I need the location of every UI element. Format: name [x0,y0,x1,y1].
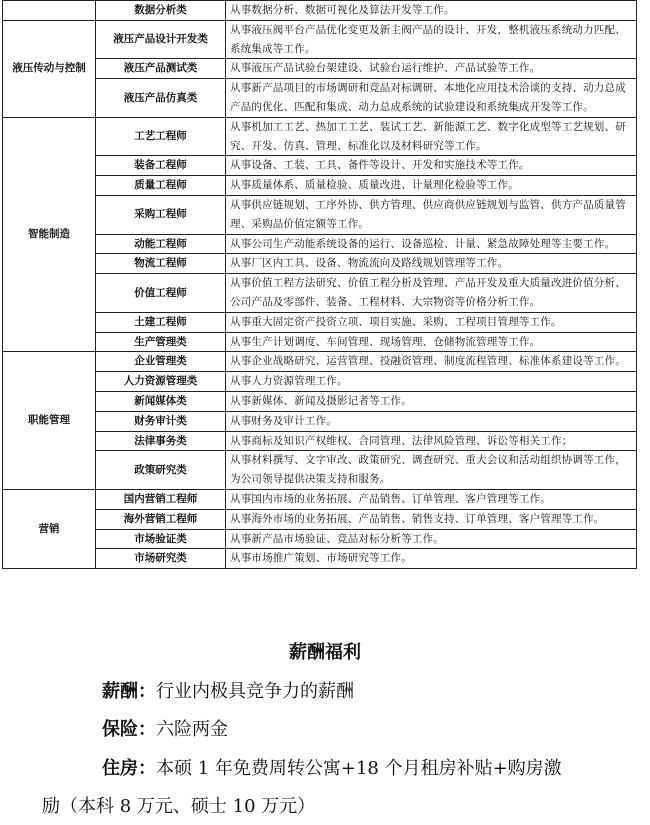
role-cell: 工艺工程师 [96,117,226,156]
description-cell: 从事新媒体、新闻及摄影记者等工作。 [226,391,637,411]
category-cell: 营销 [3,489,96,568]
role-cell: 液压产品测试类 [96,59,226,79]
table-row [3,274,637,313]
table-row [3,59,637,79]
description-cell: 从事新产品项目的市场调研和竞品对标调研、本地化应用技术洽谈的支持、动力总成产品的优化、匹配和集成、动力总成系统的试验建设和系统集成开发等工作。 [226,79,637,118]
role-cell: 液压产品仿真类 [96,79,226,118]
role-cell: 企业管理类 [96,352,226,372]
table-row [3,391,637,411]
table-row [3,431,637,451]
housing-line [102,754,562,780]
housing-line-2 [42,792,315,818]
role-cell: 物流工程师 [96,254,226,274]
job-table [2,0,637,569]
category-cell [3,1,96,21]
role-cell: 市场验证类 [96,529,226,549]
description-cell: 从事公司生产动能系统设备的运行、设备巡检、计量、紧急故障处理等主要工作。 [226,234,637,254]
description-cell: 从事供应链规划、工序外协、供方管理、供应商供应链规划与监管、供方产品质量管理、采购品价值定额等工作。 [226,195,637,234]
description-cell: 从事机加工工艺、热加工工艺、装试工艺、新能源工艺、数字化成型等工艺规划、研究、开发、仿真、管理、标准化以及材料研究等工作。 [226,117,637,156]
role-cell: 法律事务类 [96,431,226,451]
table-row [3,234,637,254]
salary-text: 行业内极具竞争力的薪酬 [156,681,354,702]
housing-text-1: 本硕 1 年免费周转公寓+18 个月租房补贴+购房激 [156,758,562,779]
role-cell: 海外营销工程师 [96,509,226,529]
description-cell: 从事市场推广策划、市场研究等工作。 [226,549,637,569]
table-row [3,529,637,549]
description-cell: 从事国内市场的业务拓展、产品销售、订单管理、客户管理等工作。 [226,489,637,509]
role-cell: 质量工程师 [96,176,226,196]
description-cell: 从事材料撰写、文字审改、政策研究、调查研究、重大会议和活动组织协调等工作，为公司领导提供决策支持和服务。 [226,451,637,490]
category-cell: 职能管理 [3,352,96,490]
table-row [3,451,637,490]
table-row [3,195,637,234]
role-cell: 土建工程师 [96,312,226,332]
description-cell: 从事液压阀平台产品优化变更及新主阀产品的设计、开发，整机液压系统动力匹配、系统集成等工作。 [226,20,637,59]
table-row [3,79,637,118]
table-row [3,254,637,274]
category-cell: 液压传动与控制 [3,20,96,117]
role-cell: 国内营销工程师 [96,489,226,509]
table-row [3,156,637,176]
table-row [3,509,637,529]
insurance-line [102,715,228,741]
role-cell: 数据分析类 [96,1,226,21]
description-cell: 从事人力资源管理工作。 [226,372,637,392]
role-cell: 市场研究类 [96,549,226,569]
table-row [3,411,637,431]
description-cell: 从事海外市场的业务拓展、产品销售、销售支持、订单管理、客户管理等工作。 [226,509,637,529]
role-cell: 政策研究类 [96,451,226,490]
description-cell: 从事商标及知识产权维权、合同管理、法律风险管理、诉讼等相关工作； [226,431,637,451]
table-row [3,176,637,196]
table-row [3,1,637,21]
housing-text-2: 励（本科 8 万元、硕士 10 万元） [42,796,316,817]
description-cell: 从事新产品市场验证、竞品对标分析等工作。 [226,529,637,549]
salary-line [102,677,354,703]
category-cell: 智能制造 [3,117,96,352]
insurance-label: 保险： [102,719,156,740]
table-row [3,489,637,509]
table-row [3,352,637,372]
table-row [3,549,637,569]
description-cell: 从事价值工程方法研究、价值工程分析及管理、产品开发及重大质量改进价值分析、公司产品及零部件、装备、工程材料、大宗物资等价格分析工作。 [226,274,637,313]
welfare-title: 薪酬福利 [289,642,361,663]
description-cell: 从事液压产品试验台架建设、试验台运行维护、产品试验等工作。 [226,59,637,79]
role-cell: 新闻媒体类 [96,391,226,411]
description-cell: 从事质量体系、质量检验、质量改进、计量理化检验等工作。 [226,176,637,196]
role-cell: 装备工程师 [96,156,226,176]
housing-label: 住房： [102,758,156,779]
table-row [3,372,637,392]
role-cell: 价值工程师 [96,274,226,313]
description-cell: 从事设备、工装、工具、备件等设计、开发和实施技术等工作。 [226,156,637,176]
role-cell: 液压产品设计开发类 [96,20,226,59]
role-cell: 人力资源管理类 [96,372,226,392]
description-cell: 从事数据分析、数据可视化及算法开发等工作。 [226,1,637,21]
description-cell: 从事财务及审计工作。 [226,411,637,431]
role-cell: 采购工程师 [96,195,226,234]
description-cell: 从事企业战略研究、运营管理、投融资管理、制度流程管理、标准体系建设等工作。 [226,352,637,372]
description-cell: 从事生产计划调度、车间管理、现场管理、仓储物流管理等工作。 [226,332,637,352]
table-row [3,20,637,59]
insurance-text: 六险两金 [156,719,228,740]
description-cell: 从事厂区内工具、设备、物流流向及路线规划管理等工作。 [226,254,637,274]
table-row [3,332,637,352]
description-cell: 从事重大固定资产投资立项、项目实施、采购、工程项目管理等工作。 [226,312,637,332]
role-cell: 生产管理类 [96,332,226,352]
salary-label: 薪酬： [102,681,156,702]
table-row [3,117,637,156]
table-row [3,312,637,332]
role-cell: 财务审计类 [96,411,226,431]
role-cell: 动能工程师 [96,234,226,254]
